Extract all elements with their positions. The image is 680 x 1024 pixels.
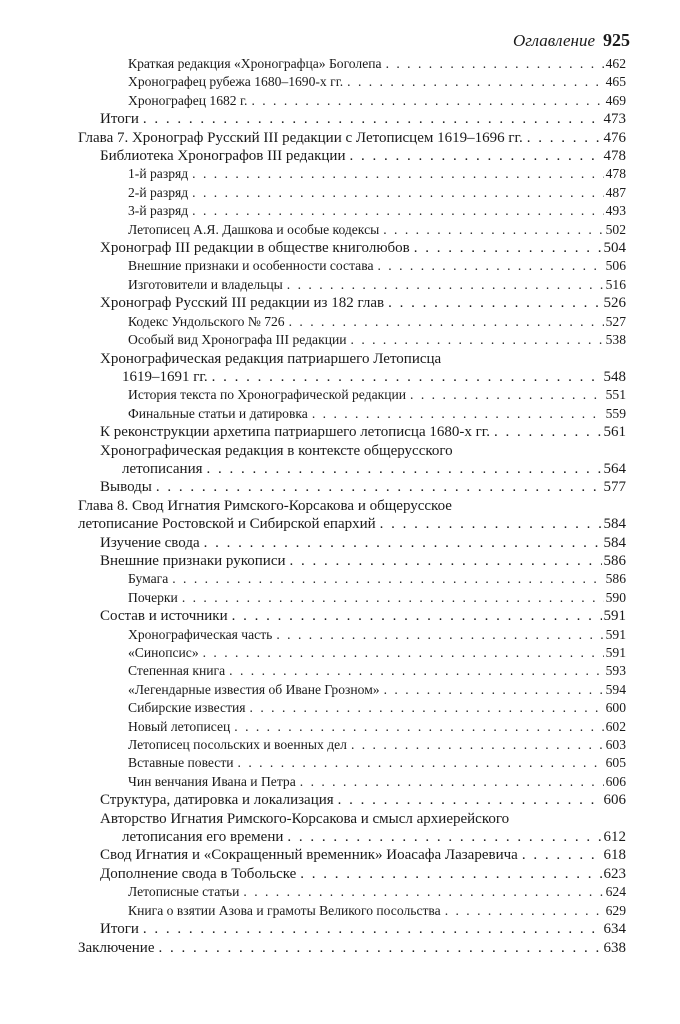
toc-entry — [78, 460, 626, 478]
toc-entry-title: Итоги — [100, 921, 139, 938]
dot-leader — [156, 478, 602, 496]
toc-entry — [78, 331, 626, 349]
toc-entry-title: Летописные статьи — [128, 884, 240, 900]
toc-entry-title: Изготовители и владельцы — [128, 276, 283, 292]
toc-entry-title: 1-й разряд — [128, 166, 189, 182]
toc-entry-title: Хронограф III редакции в обществе книголюбов — [100, 240, 410, 257]
toc-entry-page: 548 — [603, 368, 626, 385]
toc-entry-title: Степенная книга — [128, 663, 226, 679]
toc-entry-page: 473 — [603, 111, 626, 128]
toc-entry-page: 606 — [605, 773, 626, 789]
toc-entry-title: Внешние признаки и особенности состава — [128, 258, 374, 274]
toc-entry — [78, 534, 626, 552]
dot-leader — [378, 257, 604, 275]
dot-leader — [410, 386, 604, 404]
toc-entry — [78, 846, 626, 864]
toc-entry-page: 504 — [603, 240, 626, 257]
dot-leader — [192, 184, 603, 202]
toc-entry — [78, 644, 626, 662]
toc-entry-title: К реконструкции архетипа патриаршего летописца 1680-х гг. — [100, 424, 490, 441]
toc-entry-page: 478 — [605, 166, 626, 182]
toc-entry-title: Краткая редакция «Хронографца» Боголепа — [128, 56, 382, 71]
toc-entry — [78, 718, 626, 736]
dot-leader — [250, 699, 604, 717]
toc-entry-title: Глава 8. Свод Игнатия Римского-Корсакова и общерусское — [78, 497, 452, 514]
toc-entry — [78, 589, 626, 607]
toc-entry — [78, 92, 626, 110]
toc-entry — [78, 754, 626, 772]
toc-entry — [78, 202, 626, 220]
toc-entry-title: «Синопсис» — [128, 645, 199, 660]
toc-entry-title: Бумага — [128, 571, 169, 587]
toc-entry-page: 526 — [603, 295, 626, 312]
header-title: Оглавление — [512, 31, 595, 50]
toc-entry-page: 594 — [605, 681, 626, 697]
dot-leader — [384, 681, 604, 699]
toc-entry-page: 506 — [605, 258, 626, 274]
toc-entry-title: 3-й разряд — [128, 203, 189, 219]
dot-leader — [143, 920, 602, 938]
toc-entry-page: 476 — [603, 129, 626, 146]
dot-leader — [494, 423, 602, 441]
dot-leader — [192, 165, 603, 183]
toc-entry-page: 593 — [605, 663, 626, 679]
toc-entry — [78, 110, 626, 128]
dot-leader — [388, 294, 601, 312]
dot-leader — [300, 773, 604, 791]
toc-entry — [78, 865, 626, 883]
running-header — [513, 30, 630, 51]
toc-entry — [78, 515, 626, 533]
toc-entry-page: 564 — [603, 460, 626, 477]
dot-leader — [312, 405, 604, 423]
toc-entry — [78, 902, 626, 920]
toc-entry — [78, 129, 626, 147]
toc-entry-continuation: летописания — [122, 460, 203, 477]
toc-entry-continuation: летописания его времени — [122, 829, 284, 846]
toc-entry-page: 618 — [603, 847, 626, 864]
toc-entry — [78, 55, 626, 73]
toc-entry-title: Глава 7. Хронограф Русский III редакции с Летописцем 1619–1696 гг. — [78, 129, 523, 146]
toc-entry — [78, 920, 626, 938]
toc-entry-page: 478 — [603, 148, 626, 165]
dot-leader — [527, 129, 602, 147]
toc-entry-page: 584 — [603, 534, 626, 551]
toc-entry — [78, 883, 626, 901]
toc-entry-page: 606 — [603, 792, 626, 809]
toc-entry-page: 638 — [603, 939, 626, 956]
toc-entry — [78, 607, 626, 625]
toc-entry-page: 624 — [605, 884, 626, 900]
dot-leader — [351, 331, 604, 349]
toc-entry-page: 516 — [605, 276, 626, 292]
dot-leader — [276, 626, 603, 644]
toc-entry-page: 612 — [603, 829, 626, 846]
toc-entry-title: Заключение — [78, 939, 155, 956]
toc-entry — [78, 662, 626, 680]
toc-entry-continuation: 1619–1691 гг. — [122, 368, 208, 385]
toc-entry-title: Свод Игнатия и «Сокращенный временник» Иоасафа Лазаревича — [100, 847, 518, 864]
toc-entry — [78, 239, 626, 257]
header-page-number: 925 — [603, 30, 630, 50]
toc-entry-title: Хронографическая часть — [128, 626, 273, 642]
toc-entry — [78, 386, 626, 404]
toc-entry — [78, 478, 626, 496]
toc-entry-title: Выводы — [100, 479, 152, 496]
toc-entry-title: Чин венчания Ивана и Петра — [128, 773, 296, 789]
dot-leader — [351, 736, 604, 754]
dot-leader — [349, 147, 601, 165]
toc-entry-title: Внешние признаки рукописи — [100, 552, 286, 569]
dot-leader — [414, 239, 602, 257]
toc-entry-page: 584 — [603, 516, 626, 533]
dot-leader — [182, 589, 604, 607]
toc-entry — [78, 828, 626, 846]
toc-entry-title: Кодекс Ундольского № 726 — [128, 313, 285, 329]
toc-entry-page: 623 — [603, 865, 626, 882]
toc-entry-page: 586 — [605, 571, 626, 587]
dot-leader — [383, 221, 603, 239]
toc-entry-title: Летописец посольских и военных дел — [128, 737, 347, 753]
toc-entry — [78, 791, 626, 809]
dot-leader — [203, 644, 604, 662]
toc-entry-page: 634 — [603, 921, 626, 938]
dot-leader — [287, 828, 601, 846]
toc-entry-page: 487 — [605, 184, 626, 200]
dot-leader — [229, 662, 603, 680]
toc-entry — [78, 626, 626, 644]
toc-entry — [78, 73, 626, 91]
toc-entry — [78, 276, 626, 294]
dot-leader — [300, 865, 601, 883]
dot-leader — [251, 92, 603, 110]
dot-leader — [287, 276, 604, 294]
toc-entry-page: 577 — [603, 479, 626, 496]
dot-leader — [234, 718, 603, 736]
dot-leader — [192, 202, 603, 220]
table-of-contents — [78, 55, 626, 957]
dot-leader — [347, 73, 603, 91]
toc-entry — [78, 736, 626, 754]
toc-entry — [78, 368, 626, 386]
toc-entry-page: 591 — [603, 608, 626, 625]
toc-entry-title: Почерки — [128, 589, 178, 605]
toc-entry — [78, 423, 626, 441]
toc-entry — [78, 552, 626, 570]
toc-entry — [78, 939, 626, 957]
toc-entry-title: «Легендарные известия об Иване Грозном» — [128, 681, 380, 697]
toc-entry-title: История текста по Хронографической редакции — [128, 387, 407, 403]
toc-entry-page: 600 — [605, 700, 626, 716]
toc-entry-page: 591 — [605, 626, 626, 642]
toc-entry-title: Авторство Игнатия Римского-Корсакова и смысл архиерейского — [100, 810, 510, 827]
toc-entry-page: 527 — [605, 313, 626, 329]
toc-entry-title: Состав и источники — [100, 608, 228, 625]
toc-entry-title: Летописец А.Я. Дашкова и особые кодексы — [128, 221, 380, 237]
toc-entry-title: Дополнение свода в Тобольске — [100, 865, 297, 882]
toc-entry-continuation: летописание Ростовской и Сибирской епархий — [78, 516, 376, 533]
toc-entry-page: 590 — [605, 589, 626, 605]
toc-entry — [78, 184, 626, 202]
toc-entry-title: Итоги — [100, 111, 139, 128]
toc-entry — [78, 699, 626, 717]
dot-leader — [143, 110, 602, 128]
toc-entry-page: 502 — [605, 221, 626, 237]
dot-leader — [172, 570, 603, 588]
toc-entry-title: Особый вид Хронографа III редакции — [128, 332, 347, 348]
toc-entry — [78, 294, 626, 312]
dot-leader — [238, 754, 604, 772]
toc-entry-title: Хронографическая редакция патриаршего Летописца — [100, 350, 442, 367]
dot-leader — [522, 846, 602, 864]
toc-entry-page: 559 — [605, 405, 626, 421]
toc-entry-title: Структура, датировка и локализация — [100, 792, 334, 809]
toc-entry-page: 462 — [605, 56, 626, 71]
toc-entry — [78, 257, 626, 275]
toc-entry — [78, 405, 626, 423]
dot-leader — [212, 368, 602, 386]
toc-entry — [78, 570, 626, 588]
toc-entry-page: 605 — [605, 755, 626, 771]
toc-entry-page: 469 — [605, 92, 626, 108]
dot-leader — [290, 552, 602, 570]
dot-leader — [338, 791, 602, 809]
toc-entry-title: Изучение свода — [100, 534, 200, 551]
toc-entry-title: Новый летописец — [128, 718, 231, 734]
toc-entry — [78, 313, 626, 331]
toc-entry-page: 603 — [605, 737, 626, 753]
toc-entry-title: Хронографическая редакция в контексте общерусского — [100, 442, 453, 459]
toc-entry-page: 561 — [603, 424, 626, 441]
toc-entry-title: Финальные статьи и датировка — [128, 405, 308, 421]
dot-leader — [243, 883, 603, 901]
toc-entry — [78, 773, 626, 791]
toc-entry-title: Хронограф Русский III редакции из 182 глав — [100, 295, 385, 312]
toc-entry-title: Хронографец 1682 г. — [128, 92, 248, 108]
toc-entry-page: 591 — [605, 645, 626, 660]
toc-entry-page: 551 — [605, 387, 626, 403]
toc-entry-title: Книга о взятии Азова и грамоты Великого посольства — [128, 902, 441, 918]
dot-leader — [380, 515, 602, 533]
toc-entry-page: 629 — [605, 902, 626, 918]
toc-entry-page: 538 — [605, 332, 626, 348]
dot-leader — [289, 313, 604, 331]
toc-entry-page: 465 — [605, 74, 626, 90]
toc-entry-title: 2-й разряд — [128, 184, 189, 200]
toc-entry — [78, 147, 626, 165]
dot-leader — [386, 55, 604, 73]
dot-leader — [204, 534, 602, 552]
toc-entry-page: 602 — [605, 718, 626, 734]
toc-entry-page: 586 — [603, 552, 626, 569]
toc-entry — [78, 165, 626, 183]
toc-entry-title: Хронографец рубежа 1680–1690-х гг. — [128, 74, 344, 90]
dot-leader — [232, 607, 602, 625]
toc-entry-title: Библиотека Хронографов III редакции — [100, 148, 346, 165]
toc-entry-title: Вставные повести — [128, 755, 234, 771]
dot-leader — [445, 902, 604, 920]
toc-entry — [78, 221, 626, 239]
dot-leader — [159, 939, 602, 957]
toc-entry-page: 493 — [605, 203, 626, 219]
toc-entry — [78, 681, 626, 699]
dot-leader — [207, 460, 602, 478]
toc-entry-title: Сибирские известия — [128, 700, 246, 716]
